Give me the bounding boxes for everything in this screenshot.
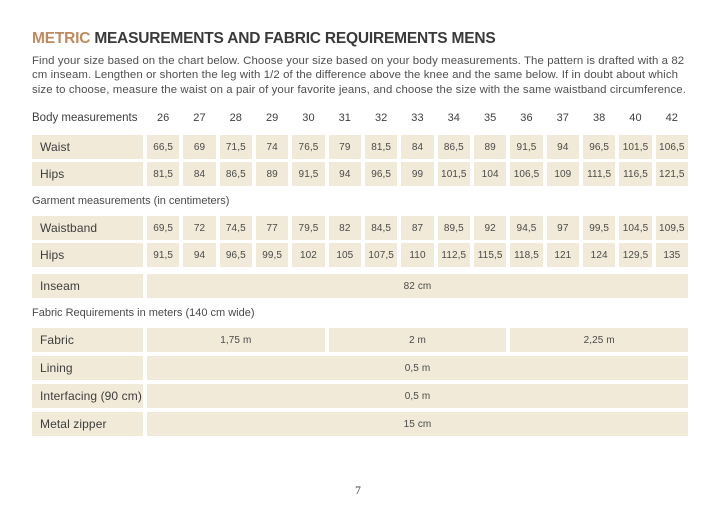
table-row bbox=[32, 412, 688, 436]
value-cell: 84,5 bbox=[365, 216, 397, 240]
value-cell: 107,5 bbox=[365, 243, 397, 267]
value-cell: 109,5 bbox=[656, 216, 688, 240]
value-cell: 86,5 bbox=[220, 162, 252, 186]
value-cell: 106,5 bbox=[656, 135, 688, 159]
row-label: Waist bbox=[32, 135, 143, 159]
value-cell: 89 bbox=[256, 162, 288, 186]
row-label: Metal zipper bbox=[32, 412, 143, 436]
value-cell: 112,5 bbox=[438, 243, 470, 267]
table-row bbox=[32, 243, 688, 267]
row-label: Interfacing (90 cm) bbox=[32, 384, 143, 408]
value-cell: 92 bbox=[474, 216, 506, 240]
row-label: Waistband bbox=[32, 216, 143, 240]
value-cell: 69,5 bbox=[147, 216, 179, 240]
value-cell: 135 bbox=[656, 243, 688, 267]
row-label: Fabric bbox=[32, 328, 143, 352]
body-measurements-header-label: Body measurements bbox=[32, 111, 138, 124]
value-cell: 81,5 bbox=[365, 135, 397, 159]
value-cell: 89 bbox=[474, 135, 506, 159]
intro-text: Find your size based on the chart below. Choose your size based on your body measurements. The pattern is drafted with a 82 cm inseam. Lengthen or shorten the leg with 1/2 of the difference above the knee and the same below. If in doubt about which size to choose, measure the waist on a pair of your favorite jeans, and choose the size with the same waistband circumference. bbox=[32, 55, 686, 96]
value-cell: 74 bbox=[256, 135, 288, 159]
value-cell: 94 bbox=[547, 135, 579, 159]
value-cell: 110 bbox=[401, 243, 433, 267]
table-row bbox=[32, 328, 688, 352]
value-cell: 0,5 m bbox=[147, 356, 688, 380]
value-cell: 129,5 bbox=[619, 243, 651, 267]
value-cell: 77 bbox=[256, 216, 288, 240]
row-label: Lining bbox=[32, 356, 143, 380]
value-cell: 72 bbox=[183, 216, 215, 240]
value-cell: 94 bbox=[183, 243, 215, 267]
value-cell: 79 bbox=[329, 135, 361, 159]
table-row bbox=[32, 162, 688, 186]
page-title-accent: METRIC bbox=[32, 30, 91, 47]
value-cell: 91,5 bbox=[510, 135, 542, 159]
table-row bbox=[32, 384, 688, 408]
value-cell: 74,5 bbox=[220, 216, 252, 240]
table-row bbox=[32, 135, 688, 159]
value-cell: 0,5 m bbox=[147, 384, 688, 408]
value-cell: 79,5 bbox=[292, 216, 324, 240]
table-row bbox=[32, 216, 688, 240]
page-content bbox=[32, 30, 688, 440]
value-cell: 97 bbox=[547, 216, 579, 240]
row-label: Inseam bbox=[32, 274, 143, 298]
value-cell: 106,5 bbox=[510, 162, 542, 186]
size-column-header: 38 bbox=[592, 111, 606, 124]
page-title-rest: MEASUREMENTS AND FABRIC REQUIREMENTS MENS bbox=[90, 30, 496, 47]
size-column-header: 37 bbox=[556, 111, 570, 124]
value-cell: 87 bbox=[401, 216, 433, 240]
value-cell: 1,75 m bbox=[147, 328, 325, 352]
value-cell: 69 bbox=[183, 135, 215, 159]
value-cell: 109 bbox=[547, 162, 579, 186]
size-column-header: 40 bbox=[629, 111, 642, 124]
size-column-header: 33 bbox=[411, 111, 424, 124]
fabric-section-label: Fabric Requirements in meters (140 cm wide) bbox=[32, 307, 255, 320]
value-cell: 116,5 bbox=[619, 162, 651, 186]
value-cell: 115,5 bbox=[474, 243, 506, 267]
size-column-header: 29 bbox=[265, 111, 279, 124]
table-row bbox=[32, 356, 688, 380]
size-column-header: 42 bbox=[665, 111, 679, 124]
value-cell: 71,5 bbox=[220, 135, 252, 159]
size-column-header: 27 bbox=[193, 111, 206, 124]
value-cell: 101,5 bbox=[619, 135, 651, 159]
value-cell: 94 bbox=[329, 162, 361, 186]
value-cell: 81,5 bbox=[147, 162, 179, 186]
value-cell: 82 cm bbox=[147, 274, 688, 298]
size-header-row bbox=[32, 110, 688, 125]
body-measurement-rows bbox=[32, 135, 688, 186]
size-column-header: 35 bbox=[483, 111, 497, 124]
value-cell: 89,5 bbox=[438, 216, 470, 240]
value-cell: 15 cm bbox=[147, 412, 688, 436]
size-column-header: 36 bbox=[520, 111, 533, 124]
size-column-header: 26 bbox=[156, 111, 170, 124]
value-cell: 124 bbox=[583, 243, 615, 267]
value-cell: 99 bbox=[401, 162, 433, 186]
garment-measurement-rows bbox=[32, 216, 688, 267]
row-label: Hips bbox=[32, 162, 143, 186]
size-column-header: 32 bbox=[374, 111, 388, 124]
value-cell: 66,5 bbox=[147, 135, 179, 159]
value-cell: 105 bbox=[329, 243, 361, 267]
value-cell: 99,5 bbox=[583, 216, 615, 240]
page-number: 7 bbox=[355, 485, 361, 497]
value-cell: 91,5 bbox=[292, 162, 324, 186]
value-cell: 84 bbox=[183, 162, 215, 186]
size-column-header: 30 bbox=[302, 111, 315, 124]
fabric-requirement-rows bbox=[32, 328, 688, 436]
value-cell: 96,5 bbox=[365, 162, 397, 186]
value-cell: 99,5 bbox=[256, 243, 288, 267]
value-cell: 84 bbox=[401, 135, 433, 159]
value-cell: 91,5 bbox=[147, 243, 179, 267]
value-cell: 2 m bbox=[329, 328, 507, 352]
value-cell: 2,25 m bbox=[510, 328, 688, 352]
size-column-header: 28 bbox=[229, 111, 243, 124]
value-cell: 76,5 bbox=[292, 135, 324, 159]
value-cell: 121,5 bbox=[656, 162, 688, 186]
value-cell: 118,5 bbox=[510, 243, 542, 267]
value-cell: 86,5 bbox=[438, 135, 470, 159]
value-cell: 96,5 bbox=[583, 135, 615, 159]
value-cell: 94,5 bbox=[510, 216, 542, 240]
table-row bbox=[32, 274, 688, 298]
value-cell: 104 bbox=[474, 162, 506, 186]
inseam-row-container bbox=[32, 274, 688, 298]
value-cell: 111,5 bbox=[583, 162, 615, 186]
page-title bbox=[32, 30, 688, 48]
row-label: Hips bbox=[32, 243, 143, 267]
value-cell: 104,5 bbox=[619, 216, 651, 240]
size-column-header: 34 bbox=[447, 111, 461, 124]
size-column-header: 31 bbox=[338, 111, 352, 124]
value-cell: 101,5 bbox=[438, 162, 470, 186]
value-cell: 82 bbox=[329, 216, 361, 240]
value-cell: 102 bbox=[292, 243, 324, 267]
value-cell: 121 bbox=[547, 243, 579, 267]
value-cell: 96,5 bbox=[220, 243, 252, 267]
garment-section-label: Garment measurements (in centimeters) bbox=[32, 195, 230, 208]
